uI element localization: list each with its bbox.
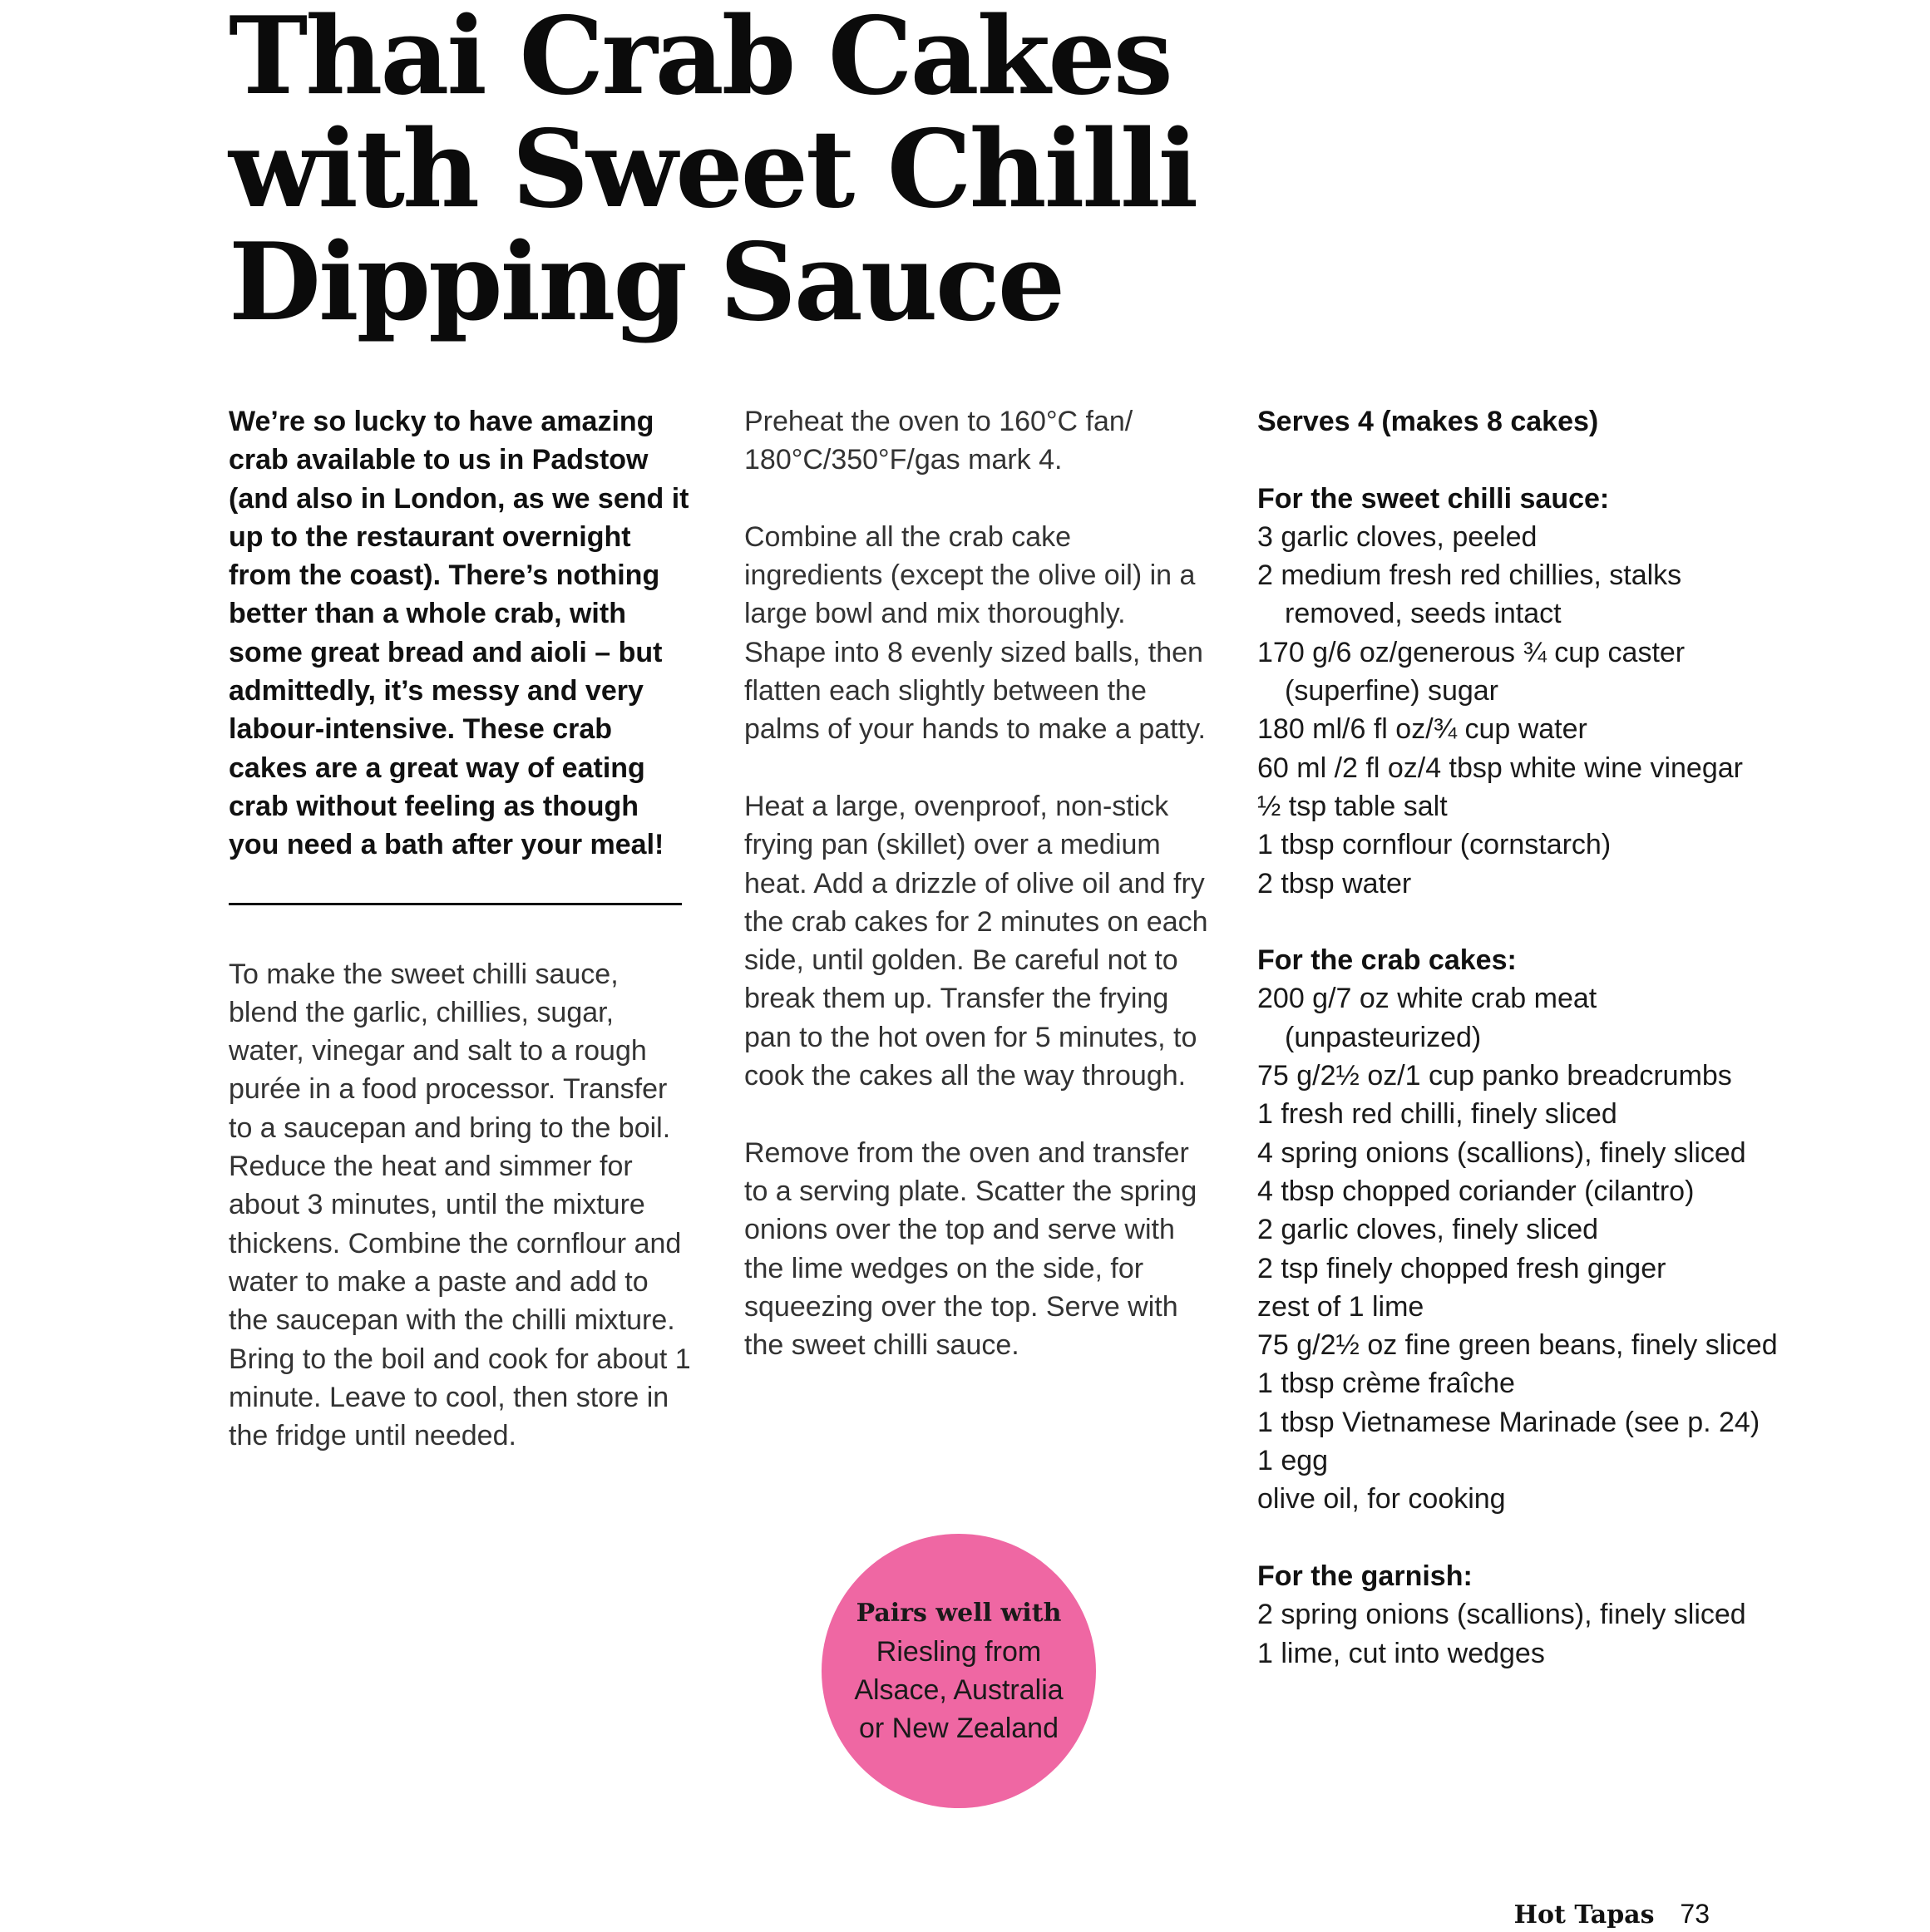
divider	[229, 903, 682, 905]
method-step-combine: Combine all the crab cake ingredients (except the olive oil) in a large bowl and mix thoroughly. Shape into 8 evenly sized balls, then flatten each slightly between the palms of your hands to make a patty.	[744, 520, 1206, 746]
ingredient-item: 60 ml /2 fl oz/4 tbsp white wine vinegar	[1257, 752, 1743, 784]
ingredient-item: olive oil, for cooking	[1257, 1483, 1506, 1516]
ingredient-item: 75 g/2½ oz fine green beans, finely sliced	[1257, 1329, 1778, 1362]
method-step-fry: Heat a large, ovenproof, non-stick frying pan (skillet) over a medium heat. Add a drizzle of olive oil and fry the crab cakes for 2 minutes on each side, until golden. Be careful not to break them up. Transfer the frying pan to the hot oven for 5 minutes, to cook the cakes all the way through.	[744, 790, 1208, 1092]
ingredient-item: 1 tbsp Vietnamese Marinade (see p. 24)	[1257, 1406, 1760, 1438]
column-intro-method	[229, 402, 694, 1455]
intro-paragraph: We’re so lucky to have amazing crab available to us in Padstow (and also in London, as we send it up to the restaurant overnight from the coast). There’s nothing better than a whole crab, with some great bread and aioli – but admittedly, it’s messy and very labour-intensive. These crab cakes are a great way of eating crab without feeling as though you need a bath after your meal!	[229, 406, 689, 861]
title-line: Dipping Sauce	[229, 220, 1064, 345]
crab-ingredient-list	[1257, 979, 1789, 1518]
method-step-serve: Remove from the oven and transfer to a serving plate. Scatter the spring onions over the top and serve with the lime wedges on the side, for squeezing over the top. Serve with the sweet chilli sauce.	[744, 1136, 1197, 1362]
book-title: Hot Tapas	[1513, 1900, 1655, 1930]
ingredient-item: 2 tsp finely chopped fresh ginger	[1257, 1252, 1666, 1284]
crab-heading: For the crab cakes:	[1257, 944, 1517, 977]
ingredient-item: 4 tbsp chopped coriander (cilantro)	[1257, 1175, 1695, 1207]
ingredient-item: 1 tbsp cornflour (cornstarch)	[1257, 829, 1612, 861]
garnish-ingredient-list	[1257, 1595, 1789, 1673]
ingredient-item: 3 garlic cloves, peeled	[1257, 520, 1538, 553]
ingredient-item: 170 g/6 oz/generous ¾ cup caster (superfine) sugar	[1257, 636, 1686, 707]
recipe-title	[229, 0, 1476, 345]
method-step-sauce: To make the sweet chilli sauce, blend the garlic, chillies, sugar, water, vinegar and salt to a rough purée in a food processor. Transfer to a saucepan and bring to the boil. Reduce the heat and simmer for about 3 minutes, until the mixture thickens. Combine the cornflour and water to make a paste and add to the saucepan with the chilli mixture. Bring to the boil and cook for about 1 minute. Leave to cool, then store in the fridge until needed.	[229, 958, 691, 1452]
sauce-ingredient-list	[1257, 518, 1789, 903]
column-ingredients	[1257, 402, 1789, 1673]
ingredient-item: 2 tbsp water	[1257, 867, 1412, 899]
ingredient-item: ½ tsp table salt	[1257, 790, 1448, 822]
badge-line: Riesling from	[876, 1636, 1042, 1668]
ingredient-item: 1 fresh red chilli, finely sliced	[1257, 1098, 1617, 1131]
ingredient-item: 180 ml/6 fl oz/¾ cup water	[1257, 713, 1587, 746]
method-step-preheat: Preheat the oven to 160°C fan/ 180°C/350°F/gas mark 4.	[744, 406, 1133, 476]
wine-pairing-badge	[822, 1534, 1096, 1808]
ingredient-item: 1 tbsp crème fraîche	[1257, 1368, 1515, 1400]
ingredient-item: 75 g/2½ oz/1 cup panko breadcrumbs	[1257, 1060, 1732, 1092]
garnish-heading: For the garnish:	[1257, 1560, 1473, 1592]
badge-line: or New Zealand	[858, 1713, 1059, 1744]
badge-heading: Pairs well with	[856, 1599, 1062, 1628]
ingredient-item: 2 garlic cloves, finely sliced	[1257, 1214, 1599, 1246]
ingredient-item: zest of 1 lime	[1257, 1290, 1424, 1323]
ingredient-item: 1 egg	[1257, 1445, 1329, 1477]
serves-line: Serves 4 (makes 8 cakes)	[1257, 406, 1599, 437]
ingredient-item: 4 spring onions (scallions), finely sliced	[1257, 1136, 1746, 1169]
ingredient-item: 1 lime, cut into wedges	[1257, 1637, 1545, 1669]
title-line: Thai Crab Cakes	[229, 0, 1171, 119]
ingredient-item: 2 medium fresh red chillies, stalks removed, seeds intact	[1257, 559, 1682, 630]
ingredient-item: 200 g/7 oz white crab meat (unpasteurized)	[1257, 983, 1597, 1053]
column-method	[744, 402, 1210, 1364]
title-line: with Sweet Chilli	[229, 107, 1197, 232]
badge-line: Alsace, Australia	[854, 1674, 1064, 1706]
page-footer	[1514, 1897, 1710, 1932]
ingredient-item: 2 spring onions (scallions), finely sliced	[1257, 1599, 1746, 1631]
page-number: 73	[1680, 1899, 1710, 1929]
sauce-heading: For the sweet chilli sauce:	[1257, 482, 1610, 515]
